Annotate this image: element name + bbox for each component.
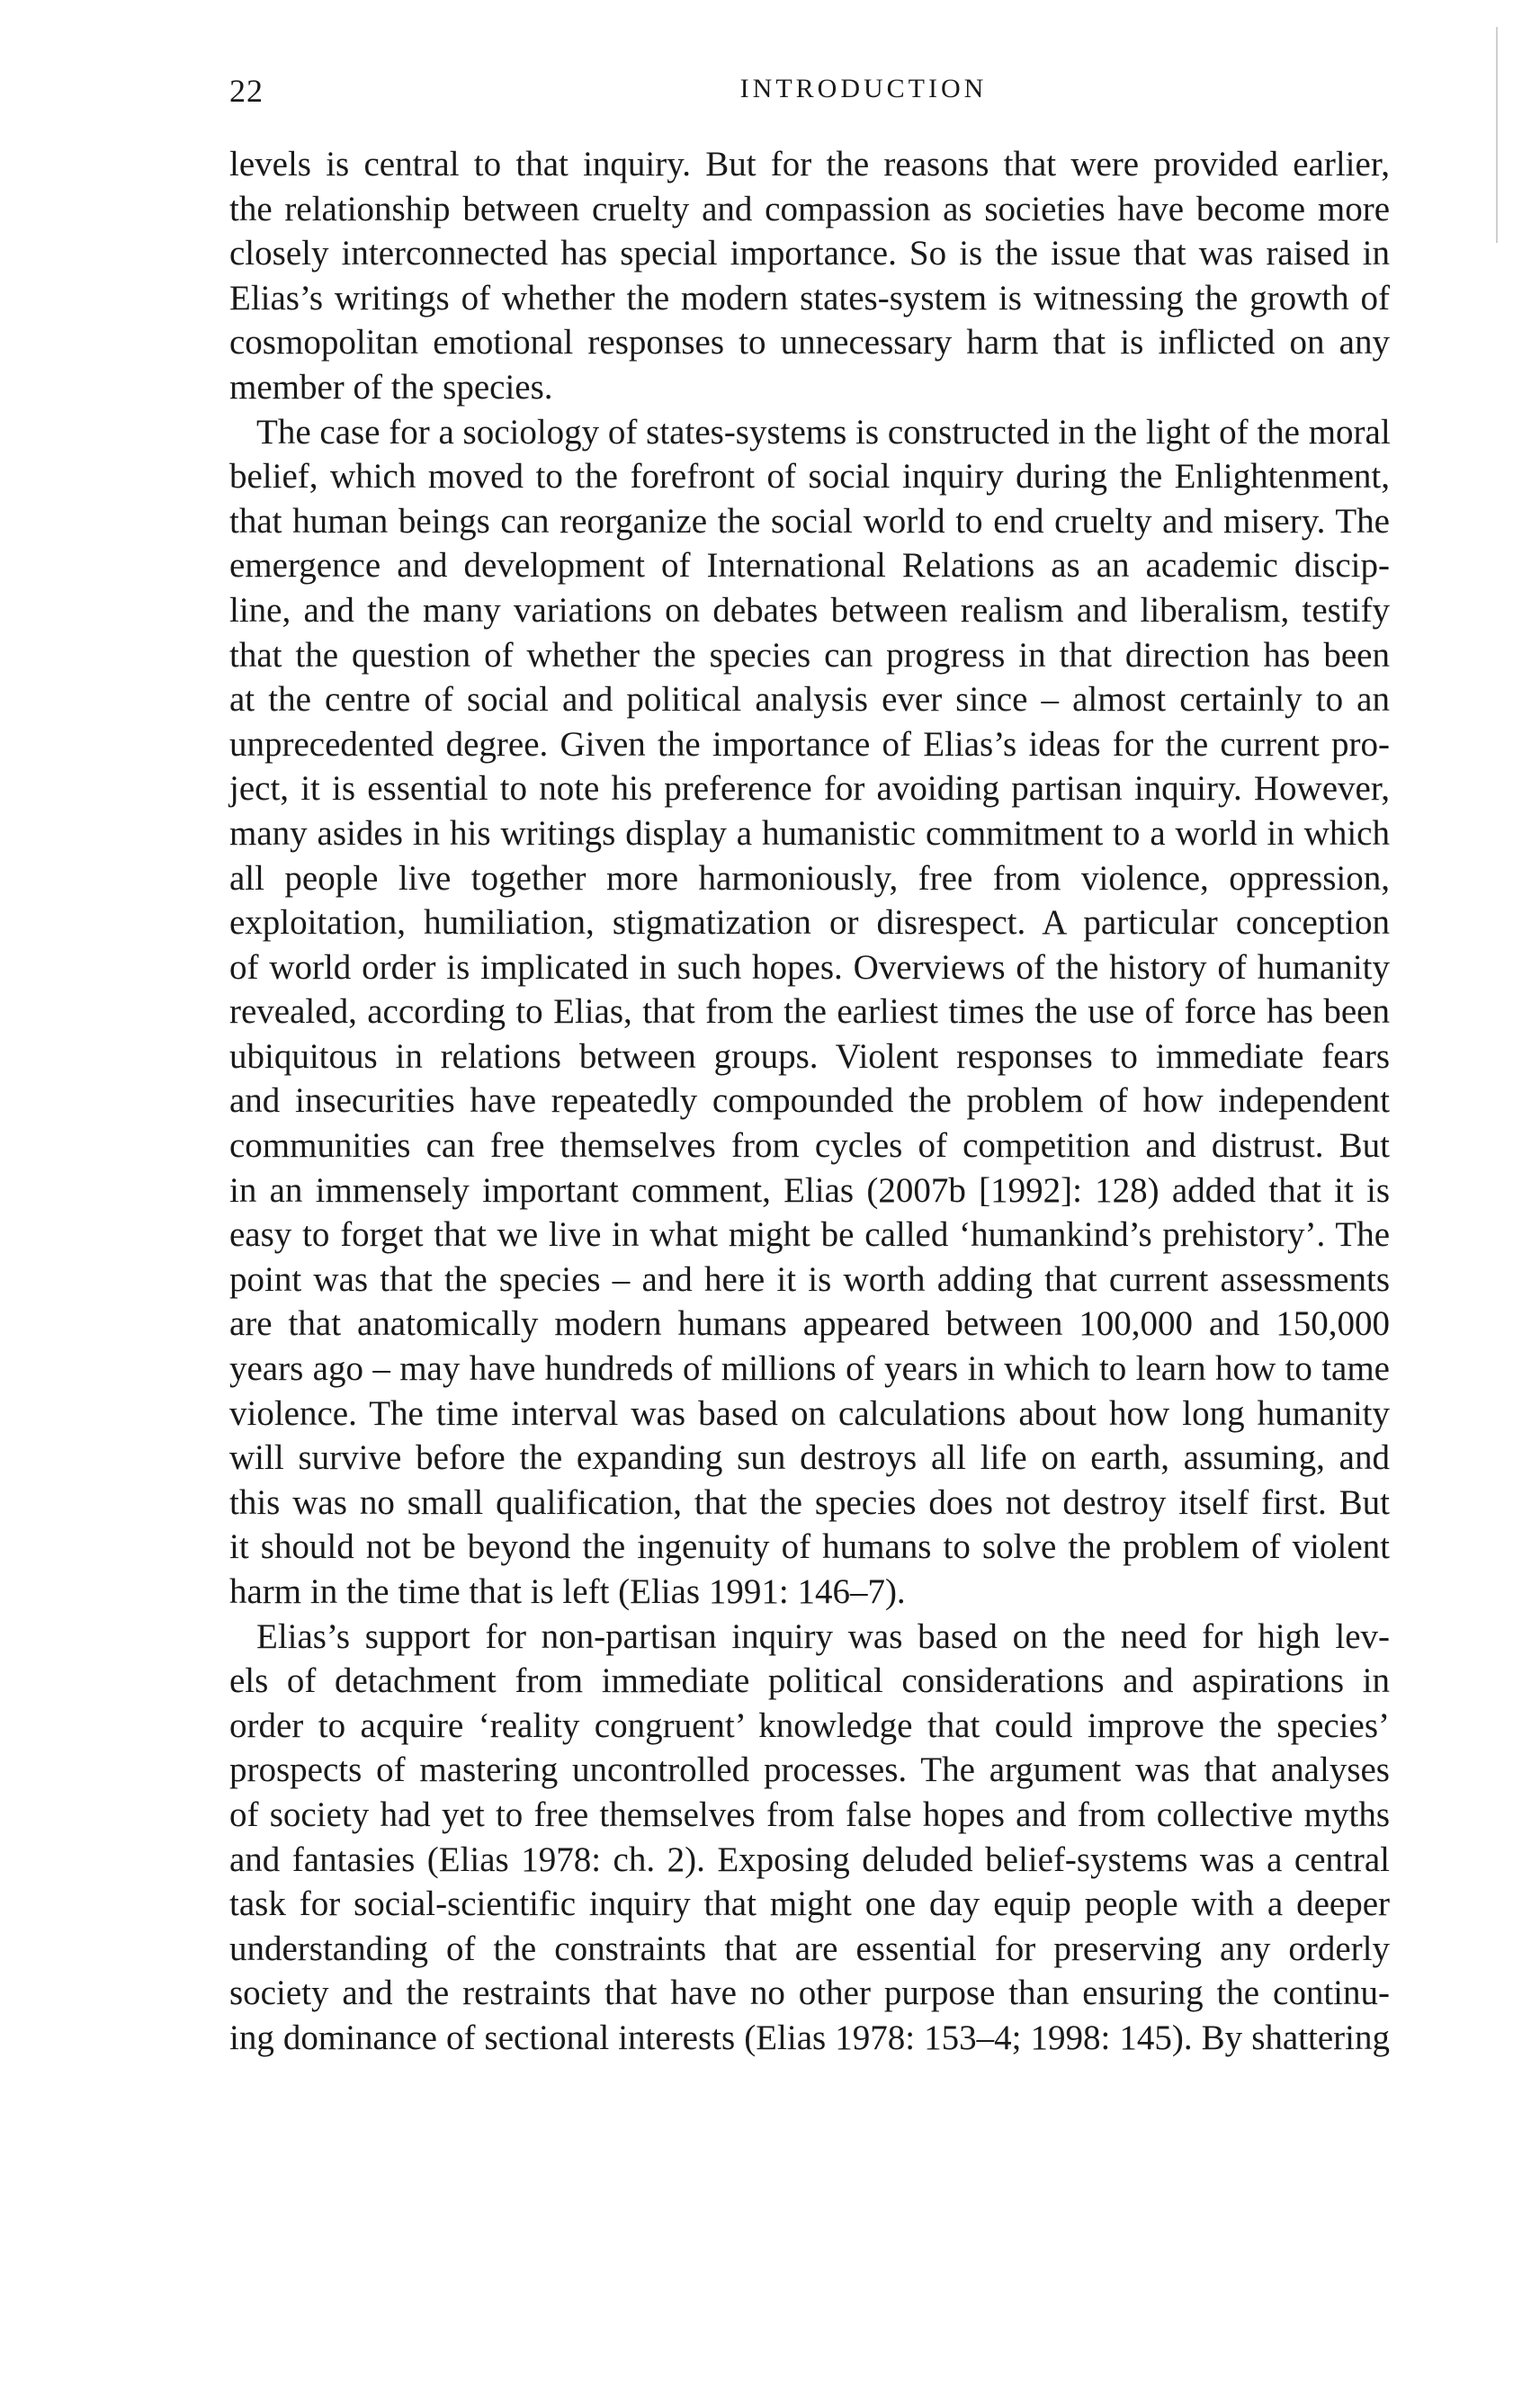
- text-line: years ago – may have hundreds of millions of years in which to learn how to tame: [229, 1349, 1390, 1389]
- text-line: harm in the time that is left (Elias 1991: 146–7).: [229, 1572, 906, 1611]
- paragraph-1: [229, 142, 1390, 410]
- text-line: understanding of the constraints that are essential for preserving any orderly: [229, 1929, 1390, 1968]
- text-line: els of detachment from immediate political considerations and aspirations in: [229, 1661, 1390, 1701]
- text-line: levels is central to that inquiry. But for the reasons that were provided earlier,: [229, 145, 1390, 184]
- text-line: in an immensely important comment, Elias (2007b [1992]: 128) added that it is: [229, 1170, 1390, 1210]
- text-line: Elias’s support for non-partisan inquiry was based on the need for high lev-: [256, 1616, 1390, 1656]
- text-line: communities can free themselves from cycles of competition and distrust. But: [229, 1126, 1390, 1166]
- text-line: ing dominance of sectional interests (Elias 1978: 153–4; 1998: 145). By shattering: [229, 2018, 1390, 2057]
- text-line: ubiquitous in relations between groups. Violent responses to immediate fears: [229, 1036, 1390, 1076]
- text-line: cosmopolitan emotional responses to unnecessary harm that is inflicted on any: [229, 323, 1390, 363]
- text-line: will survive before the expanding sun destroys all life on earth, assuming, and: [229, 1438, 1390, 1478]
- text-line: line, and the many variations on debates between realism and liberalism, testify: [229, 590, 1390, 630]
- text-line: belief, which moved to the forefront of social inquiry during the Enlightenment,: [229, 457, 1390, 497]
- text-line: revealed, according to Elias, that from the earliest times the use of force has been: [229, 992, 1390, 1032]
- text-line: many asides in his writings display a humanistic commitment to a world in which: [229, 813, 1390, 853]
- text-line: Elias’s writings of whether the modern states-system is witnessing the growth of: [229, 278, 1390, 318]
- text-line: order to acquire ‘reality congruent’ knowledge that could improve the species’: [229, 1705, 1390, 1745]
- text-line: unprecedented degree. Given the importance of Elias’s ideas for the current pro-: [229, 724, 1390, 764]
- running-head: [229, 72, 1390, 117]
- text-line: prospects of mastering uncontrolled processes. The argument was that analyses: [229, 1750, 1390, 1790]
- text-line: exploitation, humiliation, stigmatization or disrespect. A particular conception: [229, 903, 1390, 943]
- text-line: at the centre of social and political analysis ever since – almost certainly to an: [229, 680, 1390, 720]
- text-line: and insecurities have repeatedly compounded the problem of how independent: [229, 1081, 1390, 1121]
- text-line: it should not be beyond the ingenuity of humans to solve the problem of violent: [229, 1527, 1390, 1567]
- text-line: ject, it is essential to note his preference for avoiding partisan inquiry. However,: [229, 769, 1390, 809]
- chapter-title: INTRODUCTION: [739, 74, 988, 103]
- text-line: that human beings can reorganize the social world to end cruelty and misery. The: [229, 501, 1390, 541]
- text-line: closely interconnected has special importance. So is the issue that was raised in: [229, 234, 1390, 273]
- text-line: emergence and development of International Relations as an academic discip-: [229, 546, 1390, 586]
- body-text: [229, 142, 1390, 2061]
- page-number: 22: [229, 73, 264, 109]
- margin-rule: [1496, 27, 1498, 243]
- text-line: that the question of whether the species can progress in that direction has been: [229, 635, 1390, 675]
- text-line: member of the species.: [229, 367, 553, 407]
- text-line: of society had yet to free themselves from false hopes and from collective myths: [229, 1795, 1390, 1834]
- text-line: The case for a sociology of states-systems is constructed in the light of the moral: [256, 412, 1391, 452]
- paragraph-2: [229, 410, 1390, 1615]
- text-line: are that anatomically modern humans appeared between 100,000 and 150,000: [229, 1304, 1390, 1344]
- text-line: all people live together more harmoniously, free from violence, oppression,: [229, 858, 1390, 898]
- text-line: the relationship between cruelty and compassion as societies have become more: [229, 189, 1390, 228]
- text-line: of world order is implicated in such hopes. Overviews of the history of humanity: [229, 947, 1390, 987]
- paragraph-3: [229, 1615, 1390, 2061]
- text-line: violence. The time interval was based on calculations about how long humanity: [229, 1393, 1390, 1433]
- text-line: easy to forget that we live in what might be called ‘humankind’s prehistory’. The: [229, 1215, 1390, 1255]
- text-line: and fantasies (Elias 1978: ch. 2). Exposing deluded belief-systems was a central: [229, 1839, 1390, 1879]
- text-line: point was that the species – and here it is worth adding that current assessments: [229, 1259, 1390, 1299]
- text-line: society and the restraints that have no other purpose than ensuring the continu-: [229, 1974, 1390, 2013]
- text-line: this was no small qualification, that the species does not destroy itself first. But: [229, 1482, 1390, 1522]
- text-line: task for social-scientific inquiry that might one day equip people with a deeper: [229, 1884, 1390, 1924]
